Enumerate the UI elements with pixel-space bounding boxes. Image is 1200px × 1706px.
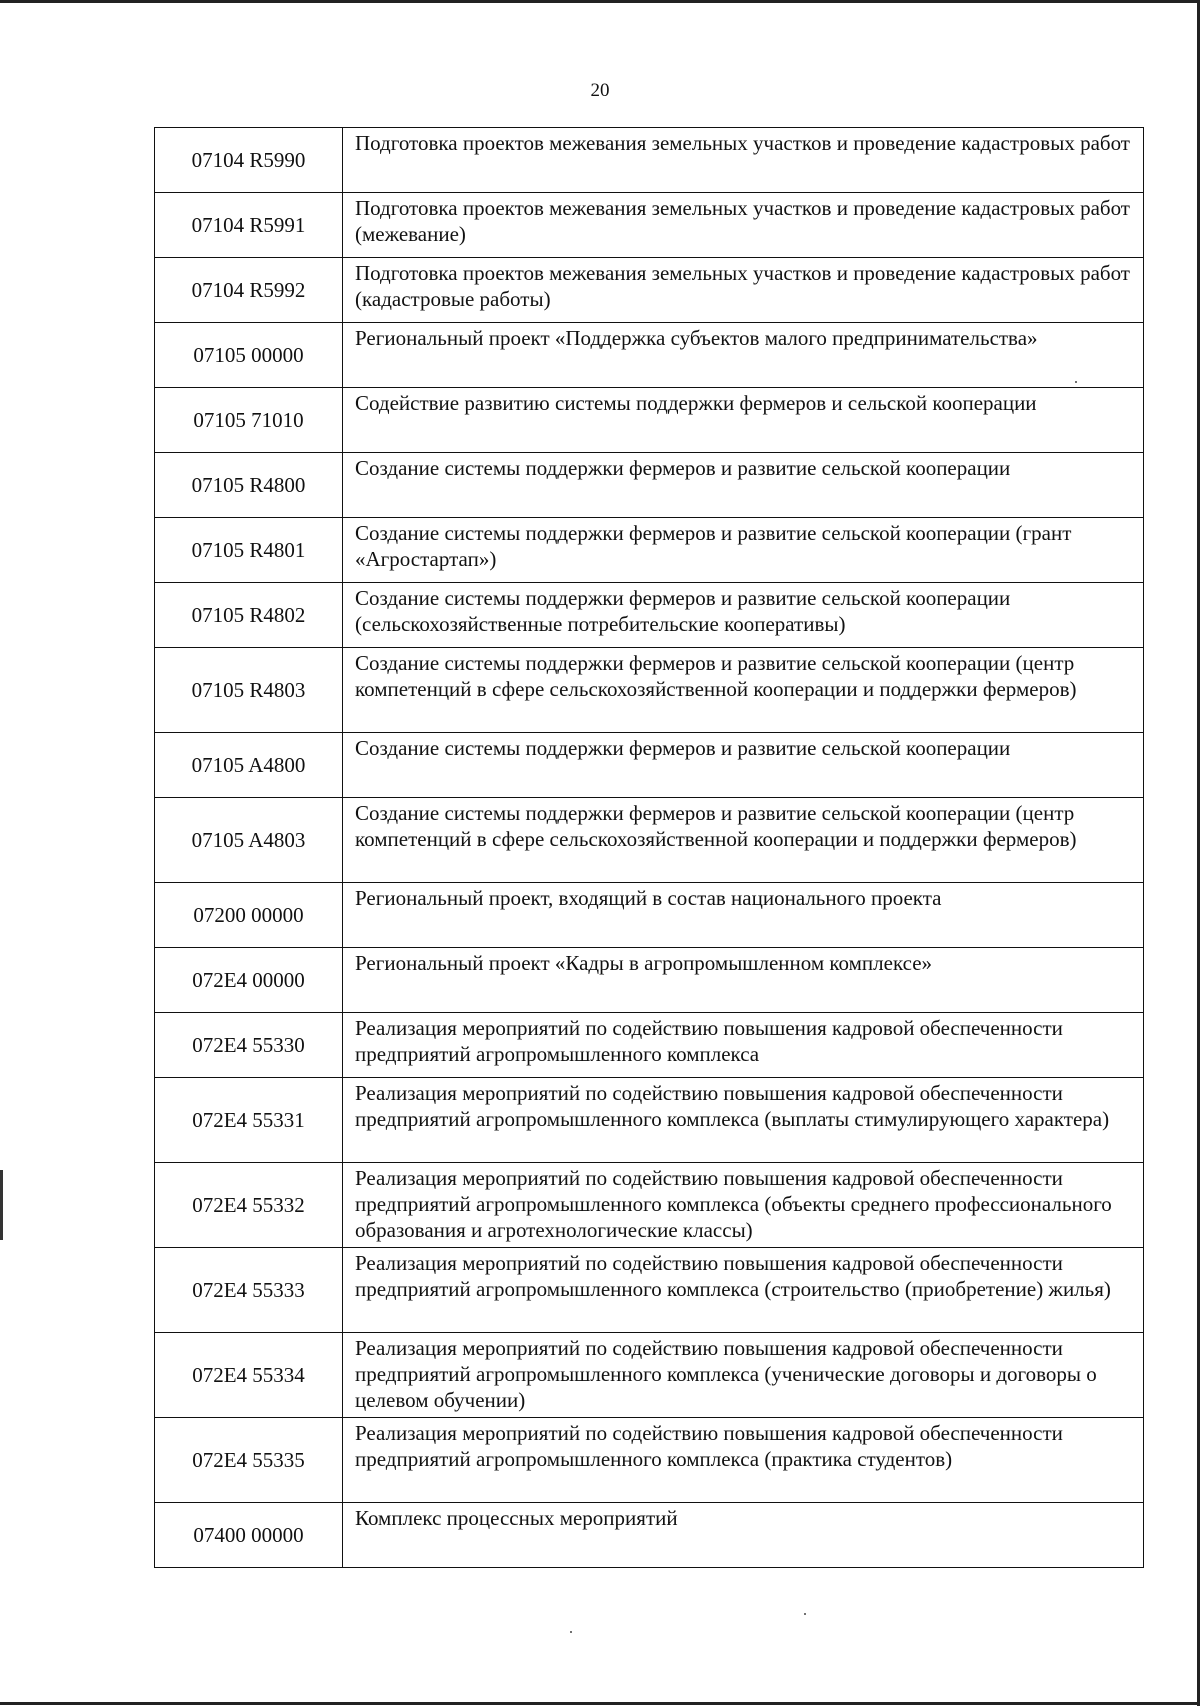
code-cell: 07104 R5991 bbox=[155, 193, 343, 258]
description-cell: Создание системы поддержки фермеров и развитие сельской кооперации bbox=[343, 733, 1144, 798]
description-cell: Реализация мероприятий по содействию повышения кадровой обеспеченности предприятий агропромышленного комплекса (объекты среднего профессионального образования и агротехнологические классы) bbox=[343, 1163, 1144, 1248]
code-cell: 07105 A4800 bbox=[155, 733, 343, 798]
code-cell: 07200 00000 bbox=[155, 883, 343, 948]
code-cell: 07104 R5990 bbox=[155, 128, 343, 193]
table-row bbox=[155, 258, 1144, 323]
code-cell: 07105 71010 bbox=[155, 388, 343, 453]
description-cell: Реализация мероприятий по содействию повышения кадровой обеспеченности предприятий агропромышленного комплекса (строительство (приобретение) жилья) bbox=[343, 1248, 1144, 1333]
table-row bbox=[155, 1418, 1144, 1503]
description-cell: Реализация мероприятий по содействию повышения кадровой обеспеченности предприятий агропромышленного комплекса (ученические договоры и договоры о целевом обучении) bbox=[343, 1333, 1144, 1418]
table-row bbox=[155, 388, 1144, 453]
table-row bbox=[155, 453, 1144, 518]
description-cell: Создание системы поддержки фермеров и развитие сельской кооперации (сельскохозяйственные потребительские кооперативы) bbox=[343, 583, 1144, 648]
table-row bbox=[155, 1013, 1144, 1078]
scan-bottom-border bbox=[0, 1702, 1200, 1705]
code-cell: 07105 R4802 bbox=[155, 583, 343, 648]
code-cell: 07105 R4801 bbox=[155, 518, 343, 583]
table-row bbox=[155, 323, 1144, 388]
table-row bbox=[155, 1163, 1144, 1248]
table-row bbox=[155, 733, 1144, 798]
table-row bbox=[155, 193, 1144, 258]
table-row bbox=[155, 1248, 1144, 1333]
description-cell: Создание системы поддержки фермеров и развитие сельской кооперации (центр компетенций в сфере сельскохозяйственной кооперации и поддержки фермеров) bbox=[343, 798, 1144, 883]
table-row bbox=[155, 798, 1144, 883]
scan-top-border bbox=[0, 0, 1200, 3]
description-cell: Комплекс процессных мероприятий bbox=[343, 1503, 1144, 1568]
table-row bbox=[155, 518, 1144, 583]
code-cell: 072E4 55333 bbox=[155, 1248, 343, 1333]
code-cell: 072E4 55332 bbox=[155, 1163, 343, 1248]
description-cell: Региональный проект, входящий в состав национального проекта bbox=[343, 883, 1144, 948]
description-cell: Подготовка проектов межевания земельных участков и проведение кадастровых работ (кадастровые работы) bbox=[343, 258, 1144, 323]
table-row bbox=[155, 1503, 1144, 1568]
description-cell: Реализация мероприятий по содействию повышения кадровой обеспеченности предприятий агропромышленного комплекса (практика студентов) bbox=[343, 1418, 1144, 1503]
table-row bbox=[155, 883, 1144, 948]
code-cell: 072E4 55334 bbox=[155, 1333, 343, 1418]
code-cell: 072E4 55335 bbox=[155, 1418, 343, 1503]
page-number: 20 bbox=[590, 80, 610, 101]
description-cell: Создание системы поддержки фермеров и развитие сельской кооперации (центр компетенций в сфере сельскохозяйственной кооперации и поддержки фермеров) bbox=[343, 648, 1144, 733]
code-cell: 07104 R5992 bbox=[155, 258, 343, 323]
budget-code-table bbox=[154, 127, 1144, 1568]
code-cell: 072E4 55330 bbox=[155, 1013, 343, 1078]
description-cell: Создание системы поддержки фермеров и развитие сельской кооперации bbox=[343, 453, 1144, 518]
scan-left-mark bbox=[0, 1170, 3, 1240]
code-cell: 072E4 55331 bbox=[155, 1078, 343, 1163]
code-cell: 072E4 00000 bbox=[155, 948, 343, 1013]
scan-speck bbox=[804, 1613, 806, 1615]
code-cell: 07105 00000 bbox=[155, 323, 343, 388]
code-cell: 07400 00000 bbox=[155, 1503, 343, 1568]
table-row bbox=[155, 648, 1144, 733]
description-cell: Региональный проект «Поддержка субъектов малого предпринимательства» bbox=[343, 323, 1144, 388]
table-row bbox=[155, 583, 1144, 648]
code-cell: 07105 A4803 bbox=[155, 798, 343, 883]
description-cell: Реализация мероприятий по содействию повышения кадровой обеспеченности предприятий агропромышленного комплекса bbox=[343, 1013, 1144, 1078]
scan-speck bbox=[570, 1631, 572, 1633]
table-row bbox=[155, 1333, 1144, 1418]
table-row bbox=[155, 128, 1144, 193]
description-cell: Подготовка проектов межевания земельных участков и проведение кадастровых работ (межевание) bbox=[343, 193, 1144, 258]
table-row bbox=[155, 948, 1144, 1013]
description-cell: Региональный проект «Кадры в агропромышленном комплексе» bbox=[343, 948, 1144, 1013]
description-cell: Подготовка проектов межевания земельных участков и проведение кадастровых работ bbox=[343, 128, 1144, 193]
scan-speck bbox=[1075, 381, 1077, 383]
table-row bbox=[155, 1078, 1144, 1163]
description-cell: Содействие развитию системы поддержки фермеров и сельской кооперации bbox=[343, 388, 1144, 453]
description-cell: Реализация мероприятий по содействию повышения кадровой обеспеченности предприятий агропромышленного комплекса (выплаты стимулирующего характера) bbox=[343, 1078, 1144, 1163]
code-cell: 07105 R4803 bbox=[155, 648, 343, 733]
description-cell: Создание системы поддержки фермеров и развитие сельской кооперации (грант «Агростартап») bbox=[343, 518, 1144, 583]
code-cell: 07105 R4800 bbox=[155, 453, 343, 518]
